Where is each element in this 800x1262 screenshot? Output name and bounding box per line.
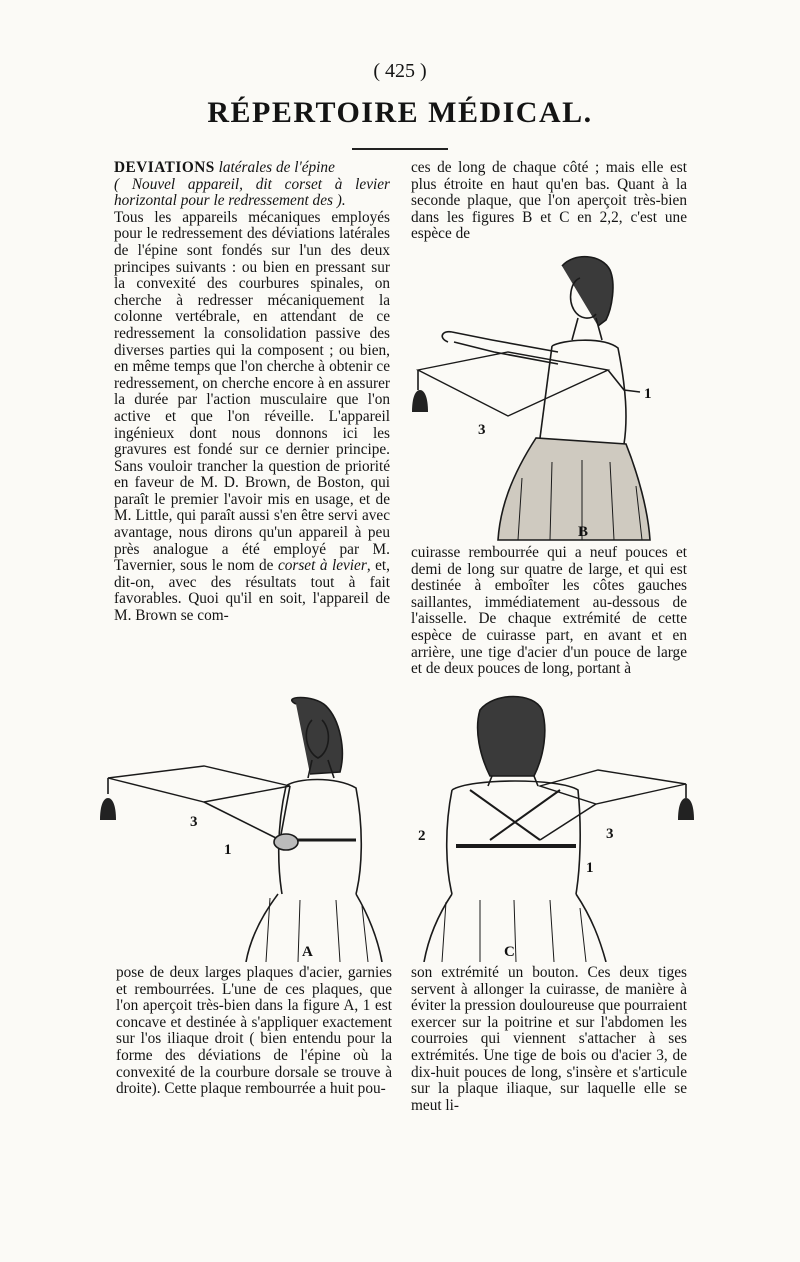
figure-c-engraving: [410, 690, 700, 962]
article-column-right-top: [411, 160, 687, 243]
title-rule: [352, 148, 448, 150]
article-body-tail: , et, dit-on, avec des résultats tout à fait favorables. Quoi qu'il en soit, l'appareil de M. Brown se com-: [114, 557, 390, 625]
article-body-text: ces de long de chaque côté ; mais elle est plus étroite en haut qu'en bas. Quant à la seconde plaque, que l'on aperçoit très-bien dans les figures B et C en 2,2, c'est une espèce de: [411, 159, 687, 243]
article-column-right-middle: [411, 545, 687, 678]
figure-a-label-3: 3: [190, 814, 198, 830]
article-column-bottom-left: [116, 965, 392, 1098]
article-subtitle: ( Nouvel appareil, dit corset à levier horizontal pour le redressement des ).: [114, 175, 390, 210]
figure-c-label-3: 3: [606, 826, 614, 842]
article-lead-italic: latérales de l'épine: [214, 159, 335, 176]
page-number: ( 425 ): [373, 60, 427, 82]
article-paragraph: [114, 210, 390, 625]
figure-c-label-1: 1: [586, 860, 594, 876]
figure-b-engraving: [412, 248, 682, 543]
figure-b-letter: B: [578, 524, 589, 540]
article-body-text: Tous les appareils mécaniques employés pour le redressement des déviations latérales de l'épine sont fondés sur l'un des deux principes suivants : ou bien en pressant sur la convexité des courbures spinales, on cherche à redresser mécaniquement la colonne vertébrale, en attendant de ce redressement la consolidation passive des diverses parties qui la composent ; ou bien, en même temps que l'on cherche à obtenir ce redressement, on cherche encore à en assurer la durée par l'action musculaire que l'on active et que l'on réveille. L'appareil ingénieux dont nous donnons ici les gravures est fondé sur ce dernier principe. Sans vouloir trancher la question de priorité en faveur de M. D. Brown, de Boston, qui paraît le premier l'avoir mis en usage, et de M. Little, qui paraît aussi s'en être servi avec avantage, nous dirons qu'un appareil à peu près analogue a été employé par M. Tavernier, sous le nom de: [114, 208, 390, 575]
article-heading: [114, 160, 390, 177]
figure-a-label-1: 1: [224, 842, 232, 858]
article-lead-word: DEVIATIONS: [114, 159, 215, 176]
article-body-text: pose de deux larges plaques d'acier, garnies et rembourrées. L'une de ces plaques, que l'on aperçoit très-bien dans la figure A, 1 est concave et destinée à s'appliquer exactement sur l'os iliaque droit ( bien entendu pour la forme des déviations de l'épine où la convexité de la courbure dorsale se trouve à droite). Cette plaque rembourrée a huit pou-: [116, 964, 392, 1098]
figure-c: [410, 690, 700, 962]
figure-c-label-2: 2: [418, 828, 426, 844]
running-title: RÉPERTOIRE MÉDICAL.: [207, 96, 593, 129]
figure-b-label-3: 3: [478, 422, 486, 438]
figure-a-letter: A: [302, 944, 313, 960]
article-column-bottom-right: [411, 965, 687, 1114]
figure-b: [412, 248, 682, 543]
figure-b-label-1: 1: [644, 386, 652, 402]
article-italic-term: corset à levier: [277, 557, 367, 575]
figure-a-engraving: [100, 690, 390, 962]
figure-c-letter: C: [504, 944, 515, 960]
figure-a: [100, 690, 390, 962]
article-column-left: [114, 160, 390, 625]
article-body-text: son extrémité un bouton. Ces deux tiges servent à allonger la cuirasse, de manière à éviter la pression douloureuse que pourraient exercer sur la poitrine et sur l'abdomen les courroies qui viennent s'attacher à ses extrémités. Une tige de bois ou d'acier 3, de dix-huit pouces de long, s'insère et s'articule sur la plaque iliaque, sur laquelle elle se meut li-: [411, 964, 687, 1114]
article-body-text: cuirasse rembourrée qui a neuf pouces et demi de long sur quatre de large, et qui est destinée à emboîter les côtes gauches saillantes, immédiatement au-dessous de l'aisselle. De chaque extrémité de cette espèce de cuirasse part, en avant et en arrière, une tige d'acier d'un pouce de large et de deux pouces de long, portant à: [411, 544, 687, 678]
